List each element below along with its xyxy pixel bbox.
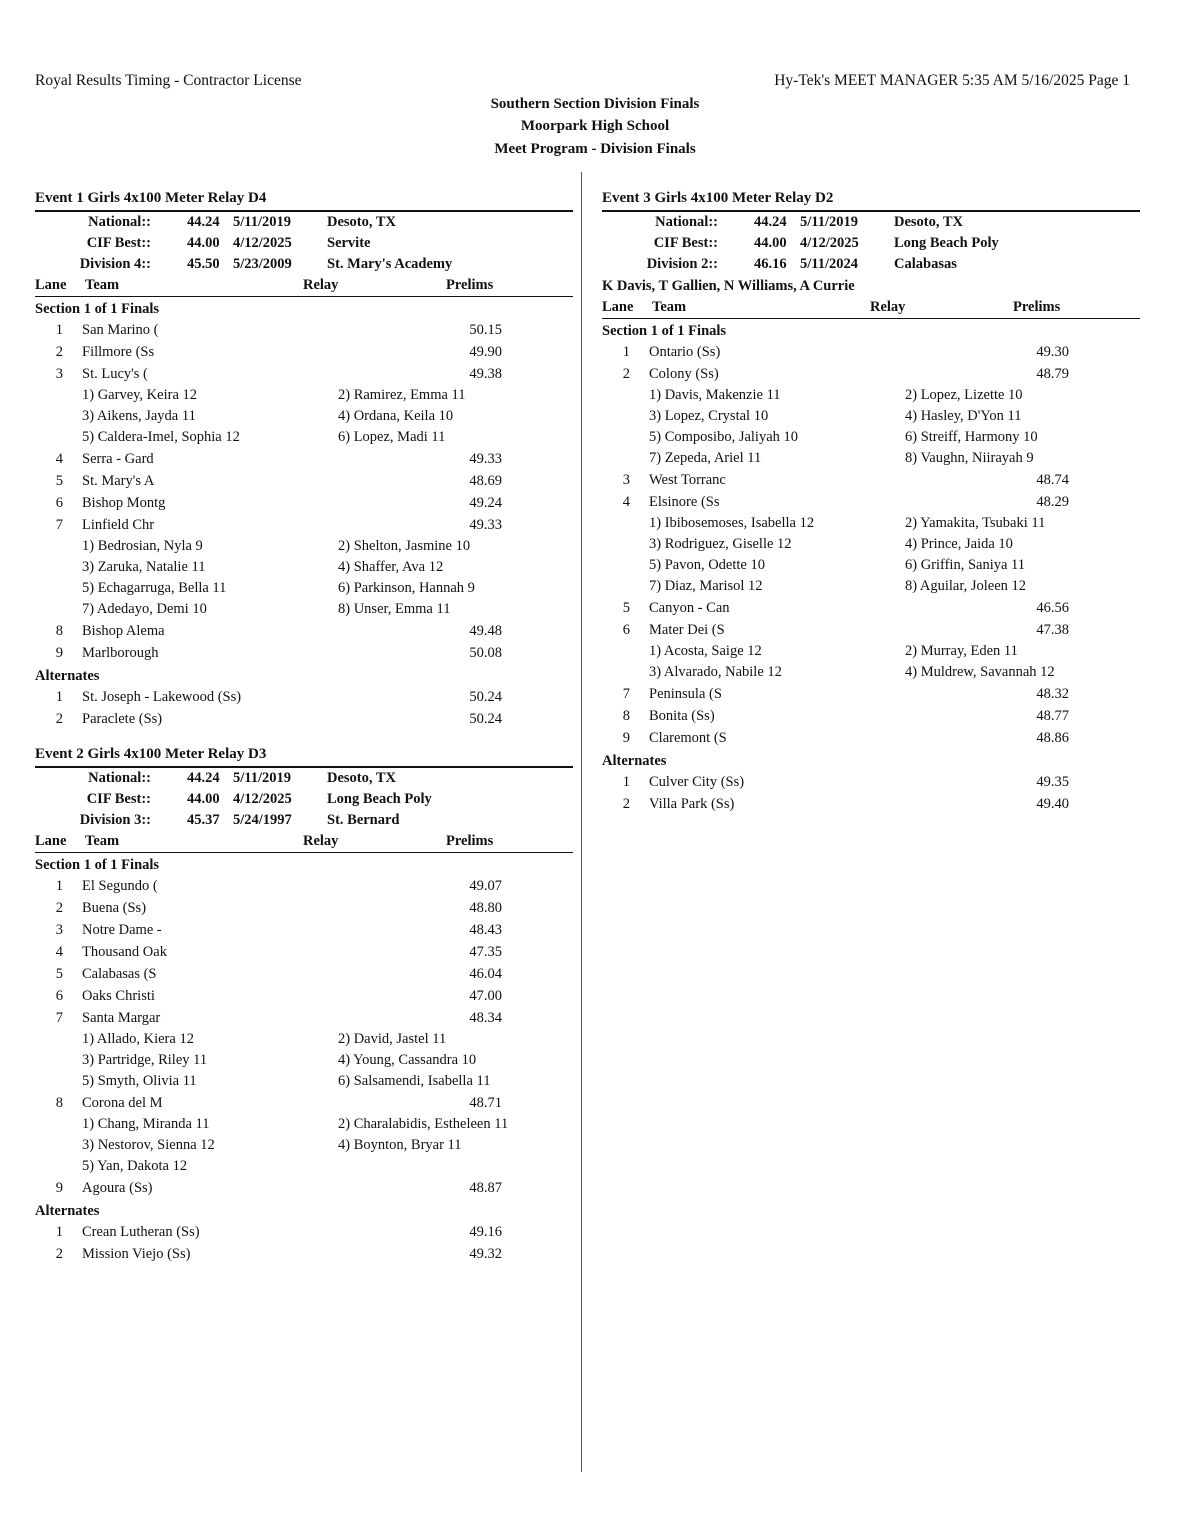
entry-row (35, 341, 573, 363)
prelim-time: 48.43 (469, 922, 502, 938)
prelim-time: 48.34 (469, 1010, 502, 1026)
team-name: Canyon - Can (649, 600, 730, 616)
athlete-row (35, 1156, 573, 1177)
lane-header: Lane (35, 833, 67, 849)
team-name: West Torranc (649, 472, 726, 488)
athlete-name: 2) Charalabidis, Estheleen 11 (338, 1116, 509, 1132)
record-label: National:: (88, 770, 151, 786)
lane-number: 7 (55, 517, 63, 533)
athlete-name: 8) Vaughn, Niirayah 9 (905, 450, 1034, 466)
athlete-name: 3) Alvarado, Nabile 12 (649, 664, 782, 680)
team-name: St. Lucy's ( (82, 366, 148, 382)
prelim-time: 50.08 (469, 645, 502, 661)
team-name: Elsinore (Ss (649, 494, 720, 510)
team-name: Bishop Montg (82, 495, 166, 511)
athlete-name: 1) Davis, Makenzie 11 (649, 387, 781, 403)
column-headers (602, 297, 1140, 319)
lane-number: 6 (55, 495, 63, 511)
event-title: Event 2 Girls 4x100 Meter Relay D3 (35, 744, 573, 768)
athlete-row (35, 578, 573, 599)
lane-number: 8 (55, 623, 63, 639)
prelims-header: Prelims (446, 277, 494, 293)
record-label: CIF Best:: (653, 235, 718, 251)
record-holders: K Davis, T Gallien, N Williams, A Currie (602, 278, 855, 294)
athlete-name: 5) Pavon, Odette 10 (649, 557, 765, 573)
lane-number: 8 (622, 708, 630, 724)
lane-number: 5 (55, 473, 63, 489)
athlete-name: 5) Yan, Dakota 12 (82, 1158, 188, 1174)
event-title: Event 1 Girls 4x100 Meter Relay D4 (35, 188, 573, 212)
team-name: Calabasas (S (82, 966, 157, 982)
prelim-time: 48.32 (1036, 686, 1069, 702)
athlete-name: 5) Composibo, Jaliyah 10 (649, 429, 799, 445)
team-name: Culver City (Ss) (649, 774, 745, 790)
prelim-time: 49.32 (469, 1246, 502, 1262)
athlete-row (602, 576, 1140, 597)
section-heading: Section 1 of 1 Finals (35, 301, 160, 317)
prelim-time: 50.24 (469, 689, 502, 705)
athlete-row (35, 1050, 573, 1071)
team-header: Team (85, 833, 120, 849)
entry-row (35, 514, 573, 536)
lane-number: 1 (55, 878, 63, 894)
athlete-name: 4) Prince, Jaida 10 (905, 536, 1013, 552)
relay-header: Relay (303, 833, 339, 849)
prelim-time: 48.80 (469, 900, 502, 916)
athlete-name: 3) Rodriguez, Giselle 12 (649, 536, 792, 552)
team-name: Oaks Christi (82, 988, 155, 1004)
athlete-name: 3) Partridge, Riley 11 (82, 1052, 208, 1068)
athlete-name: 7) Diaz, Marisol 12 (649, 578, 763, 594)
lane-number: 2 (55, 344, 63, 360)
athlete-row (602, 555, 1140, 576)
entry-row (602, 705, 1140, 727)
entry-row (602, 469, 1140, 491)
column-headers (35, 275, 573, 297)
record-holder: St. Mary's Academy (327, 256, 453, 272)
athlete-row (35, 1029, 573, 1050)
alternates-heading: Alternates (35, 1203, 100, 1219)
entry-row (35, 1177, 573, 1199)
prelim-time: 48.77 (1036, 708, 1069, 724)
athlete-name: 2) Yamakita, Tsubaki 11 (905, 515, 1046, 531)
team-name: Santa Margar (82, 1010, 161, 1026)
record-label: Division 2:: (646, 256, 718, 272)
record-row (35, 768, 573, 789)
prelim-time: 46.04 (469, 966, 502, 982)
entry-row (35, 941, 573, 963)
alternate-row (35, 686, 573, 708)
record-date: 4/12/2025 (800, 235, 859, 251)
team-name: St. Joseph - Lakewood (Ss) (82, 689, 242, 705)
meet-program-title: Meet Program - Division Finals (494, 141, 696, 157)
prelim-time: 50.24 (469, 711, 502, 727)
right-column (602, 188, 1140, 829)
entry-row (602, 683, 1140, 705)
athlete-row (35, 599, 573, 620)
prelim-time: 49.30 (1036, 344, 1069, 360)
athlete-row (602, 406, 1140, 427)
athlete-name: 4) Muldrew, Savannah 12 (905, 664, 1055, 680)
athlete-row (602, 534, 1140, 555)
entry-row (35, 875, 573, 897)
prelim-time: 49.33 (469, 451, 502, 467)
team-name: Buena (Ss) (82, 900, 147, 916)
lane-number: 4 (55, 944, 63, 960)
team-name: Colony (Ss) (649, 366, 719, 382)
record-holder: Long Beach Poly (894, 235, 999, 251)
record-label: CIF Best:: (86, 235, 151, 251)
event-block (35, 188, 573, 730)
lane-number: 2 (622, 366, 630, 382)
team-name: Bonita (Ss) (649, 708, 715, 724)
team-name: Villa Park (Ss) (649, 796, 735, 812)
prelim-time: 49.24 (469, 495, 502, 511)
meet-venue: Moorpark High School (520, 118, 670, 134)
team-name: Paraclete (Ss) (82, 711, 163, 727)
alternate-row (35, 1221, 573, 1243)
athlete-name: 4) Boynton, Bryar 11 (338, 1137, 462, 1153)
record-date: 5/23/2009 (233, 256, 292, 272)
lane-header: Lane (602, 299, 634, 315)
lane-number: 7 (622, 686, 630, 702)
record-holder: Long Beach Poly (327, 791, 432, 807)
athlete-row (602, 513, 1140, 534)
entry-row (602, 341, 1140, 363)
athlete-name: 6) Parkinson, Hannah 9 (338, 580, 475, 596)
prelim-time: 49.07 (469, 878, 502, 894)
prelim-time: 49.90 (469, 344, 502, 360)
entry-row (35, 492, 573, 514)
athlete-name: 3) Aikens, Jayda 11 (82, 408, 196, 424)
entry-row (35, 470, 573, 492)
athlete-name: 6) Lopez, Madi 11 (338, 429, 446, 445)
athlete-name: 1) Ibibosemoses, Isabella 12 (649, 515, 815, 531)
record-holder: Servite (327, 235, 371, 251)
column-divider (581, 172, 582, 1472)
record-time: 44.00 (187, 791, 220, 807)
athlete-name: 2) Murray, Eden 11 (905, 643, 1018, 659)
entry-row (35, 919, 573, 941)
athlete-name: 1) Garvey, Keira 12 (82, 387, 198, 403)
team-name: Crean Lutheran (Ss) (82, 1224, 200, 1240)
record-date: 5/11/2019 (800, 214, 859, 230)
athlete-name: 7) Zepeda, Ariel 11 (649, 450, 762, 466)
prelim-time: 48.74 (1036, 472, 1069, 488)
lane-number: 5 (622, 600, 630, 616)
record-time: 44.00 (754, 235, 787, 251)
entry-row (35, 363, 573, 385)
athlete-name: 5) Echagarruga, Bella 11 (82, 580, 227, 596)
lane-number: 1 (622, 344, 630, 360)
athlete-name: 8) Aguilar, Joleen 12 (905, 578, 1027, 594)
alternate-number: 1 (622, 774, 630, 790)
entry-row (35, 985, 573, 1007)
section-heading: Section 1 of 1 Finals (602, 323, 727, 339)
athlete-name: 3) Nestorov, Sienna 12 (82, 1137, 215, 1153)
lane-number: 9 (622, 730, 630, 746)
athlete-row (602, 427, 1140, 448)
record-row (35, 254, 573, 275)
lane-number: 3 (622, 472, 630, 488)
lane-number: 2 (55, 900, 63, 916)
record-label: National:: (88, 214, 151, 230)
alternate-number: 2 (55, 1246, 63, 1262)
relay-header: Relay (303, 277, 339, 293)
athlete-row (602, 641, 1140, 662)
record-holder: Desoto, TX (894, 214, 964, 230)
athlete-name: 4) Hasley, D'Yon 11 (905, 408, 1022, 424)
lane-number: 6 (55, 988, 63, 1004)
record-label: Division 4:: (79, 256, 151, 272)
alternate-number: 1 (55, 689, 63, 705)
record-time: 44.24 (187, 214, 220, 230)
athlete-name: 1) Bedrosian, Nyla 9 (82, 538, 203, 554)
entry-row (602, 363, 1140, 385)
team-name: Mission Viejo (Ss) (82, 1246, 191, 1262)
athlete-row (602, 662, 1140, 683)
record-time: 45.37 (187, 812, 220, 828)
athlete-name: 2) Ramirez, Emma 11 (338, 387, 466, 403)
entry-row (35, 1092, 573, 1114)
athlete-name: 2) Shelton, Jasmine 10 (338, 538, 471, 554)
entry-row (35, 963, 573, 985)
team-name: Marlborough (82, 645, 159, 661)
prelim-time: 48.87 (469, 1180, 502, 1196)
athlete-row (35, 385, 573, 406)
record-row (602, 254, 1140, 275)
alternate-number: 2 (55, 711, 63, 727)
relay-header: Relay (870, 299, 906, 315)
lane-number: 1 (55, 322, 63, 338)
prelim-time: 48.79 (1036, 366, 1069, 382)
event-block (602, 188, 1140, 815)
athlete-name: 8) Unser, Emma 11 (338, 601, 451, 617)
team-name: Notre Dame - (82, 922, 162, 938)
event-block (35, 744, 573, 1265)
athlete-row (35, 406, 573, 427)
header-meet-manager: Hy-Tek's MEET MANAGER 5:35 AM 5/16/2025 Page 1 (774, 72, 1130, 89)
entry-row (602, 491, 1140, 513)
record-time: 44.24 (754, 214, 787, 230)
team-header: Team (85, 277, 120, 293)
athlete-name: 3) Lopez, Crystal 10 (649, 408, 769, 424)
lane-number: 8 (55, 1095, 63, 1111)
entry-row (602, 727, 1140, 749)
record-date: 5/24/1997 (233, 812, 292, 828)
record-label: CIF Best:: (86, 791, 151, 807)
record-time: 44.00 (187, 235, 220, 251)
alternates-heading: Alternates (602, 753, 667, 769)
athlete-name: 1) Acosta, Saige 12 (649, 643, 762, 659)
athlete-name: 2) Lopez, Lizette 10 (905, 387, 1023, 403)
prelim-time: 49.48 (469, 623, 502, 639)
alternate-number: 1 (55, 1224, 63, 1240)
lane-number: 3 (55, 366, 63, 382)
team-name: San Marino ( (82, 322, 159, 338)
team-name: Claremont (S (649, 730, 727, 746)
lane-number: 3 (55, 922, 63, 938)
alternate-number: 2 (622, 796, 630, 812)
lane-number: 4 (622, 494, 630, 510)
team-name: El Segundo ( (82, 878, 158, 894)
record-holder: Calabasas (894, 256, 957, 272)
prelim-time: 48.71 (469, 1095, 502, 1111)
athlete-name: 6) Streiff, Harmony 10 (905, 429, 1038, 445)
lane-number: 4 (55, 451, 63, 467)
team-name: Bishop Alema (82, 623, 165, 639)
record-row (35, 233, 573, 254)
athlete-name: 4) Ordana, Keila 10 (338, 408, 454, 424)
prelim-time: 46.56 (1036, 600, 1069, 616)
athlete-name: 3) Zaruka, Natalie 11 (82, 559, 206, 575)
record-date: 5/11/2019 (233, 214, 292, 230)
alternates-heading: Alternates (35, 668, 100, 684)
athlete-name: 1) Allado, Kiera 12 (82, 1031, 194, 1047)
athlete-name: 7) Adedayo, Demi 10 (82, 601, 207, 617)
record-holder: Desoto, TX (327, 214, 397, 230)
team-name: Peninsula (S (649, 686, 722, 702)
prelim-time: 47.00 (469, 988, 502, 1004)
athlete-row (35, 1114, 573, 1135)
prelim-time: 48.69 (469, 473, 502, 489)
record-holder: Desoto, TX (327, 770, 397, 786)
team-name: Mater Dei (S (649, 622, 725, 638)
record-date: 4/12/2025 (233, 235, 292, 251)
entry-row (35, 620, 573, 642)
entry-row (35, 448, 573, 470)
entry-row (35, 1007, 573, 1029)
prelim-time: 47.38 (1036, 622, 1069, 638)
athlete-name: 4) Shaffer, Ava 12 (338, 559, 444, 575)
entry-row (602, 619, 1140, 641)
record-time: 44.24 (187, 770, 220, 786)
record-label: Division 3:: (79, 812, 151, 828)
left-column (35, 188, 573, 1279)
record-date: 4/12/2025 (233, 791, 292, 807)
athlete-row (602, 448, 1140, 469)
record-label: National:: (655, 214, 718, 230)
athlete-name: 4) Young, Cassandra 10 (338, 1052, 477, 1068)
athlete-name: 5) Smyth, Olivia 11 (82, 1073, 197, 1089)
entry-row (35, 897, 573, 919)
athlete-row (35, 427, 573, 448)
record-time: 45.50 (187, 256, 220, 272)
record-row (35, 789, 573, 810)
alternate-row (602, 793, 1140, 815)
lane-number: 9 (55, 645, 63, 661)
athlete-row (35, 536, 573, 557)
lane-number: 9 (55, 1180, 63, 1196)
prelims-header: Prelims (446, 833, 494, 849)
team-name: St. Mary's A (82, 473, 155, 489)
header-license: Royal Results Timing - Contractor License (35, 72, 302, 89)
entry-row (602, 597, 1140, 619)
prelim-time: 48.86 (1036, 730, 1069, 746)
athlete-row (35, 1071, 573, 1092)
alternate-row (602, 771, 1140, 793)
record-row (35, 212, 573, 233)
team-name: Corona del M (82, 1095, 163, 1111)
team-name: Agoura (Ss) (82, 1180, 153, 1196)
prelim-time: 49.16 (469, 1224, 502, 1240)
team-name: Thousand Oak (82, 944, 167, 960)
column-headers (35, 831, 573, 853)
meet-title: Southern Section Division Finals (490, 96, 700, 112)
record-holder: St. Bernard (327, 812, 400, 828)
team-name: Fillmore (Ss (82, 344, 155, 360)
record-row (35, 810, 573, 831)
prelim-time: 49.38 (469, 366, 502, 382)
prelim-time: 47.35 (469, 944, 502, 960)
prelim-time: 48.29 (1036, 494, 1069, 510)
athlete-name: 6) Salsamendi, Isabella 11 (338, 1073, 491, 1089)
alternate-row (35, 1243, 573, 1265)
athlete-row (35, 557, 573, 578)
athlete-name: 6) Griffin, Saniya 11 (905, 557, 1026, 573)
event-title: Event 3 Girls 4x100 Meter Relay D2 (602, 188, 1140, 212)
prelim-time: 49.35 (1036, 774, 1069, 790)
athlete-name: 2) David, Jastel 11 (338, 1031, 447, 1047)
athlete-row (602, 385, 1140, 406)
entry-row (35, 642, 573, 664)
prelims-header: Prelims (1013, 299, 1061, 315)
prelim-time: 50.15 (469, 322, 502, 338)
lane-header: Lane (35, 277, 67, 293)
record-row (602, 212, 1140, 233)
team-name: Linfield Chr (82, 517, 155, 533)
athlete-row (35, 1135, 573, 1156)
lane-number: 6 (622, 622, 630, 638)
team-header: Team (652, 299, 687, 315)
record-date: 5/11/2024 (800, 256, 859, 272)
record-time: 46.16 (754, 256, 787, 272)
prelim-time: 49.33 (469, 517, 502, 533)
prelim-time: 49.40 (1036, 796, 1069, 812)
team-name: Ontario (Ss) (649, 344, 721, 360)
athlete-name: 5) Caldera-Imel, Sophia 12 (82, 429, 240, 445)
entry-row (35, 319, 573, 341)
record-date: 5/11/2019 (233, 770, 292, 786)
record-row (602, 233, 1140, 254)
lane-number: 5 (55, 966, 63, 982)
athlete-name: 1) Chang, Miranda 11 (82, 1116, 210, 1132)
team-name: Serra - Gard (82, 451, 154, 467)
lane-number: 7 (55, 1010, 63, 1026)
alternate-row (35, 708, 573, 730)
section-heading: Section 1 of 1 Finals (35, 857, 160, 873)
